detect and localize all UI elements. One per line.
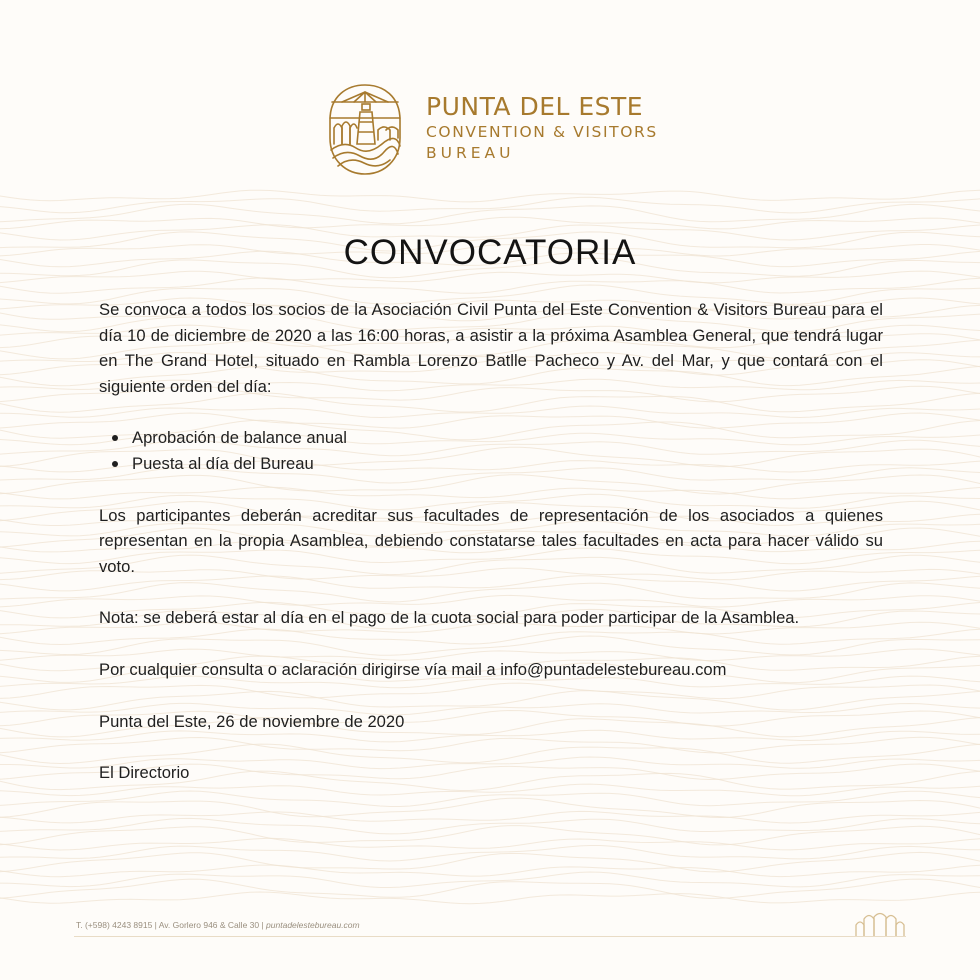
intro-paragraph: Se convoca a todos los socios de la Asociación Civil Punta del Este Convention & Visitors Bureau para el día 10 de diciembre de 2020 a las 16:00 horas, a asistir a la próxima Asamblea General, que tendrá lugar en The Grand Hotel, situado en Rambla Lorenzo Batlle Pacheco y Av. del Mar, y que contará con el siguiente orden del día: [99, 300, 883, 396]
signature: El Directorio [99, 763, 190, 783]
agenda-item-text: Aprobación de balance anual [132, 428, 347, 448]
agenda-item-text: Puesta al día del Bureau [132, 453, 314, 473]
brand-logo [320, 80, 670, 180]
agenda-list [99, 425, 883, 476]
arches-icon [853, 911, 907, 937]
footer-contact [76, 920, 360, 930]
bullet-icon [112, 435, 118, 441]
contact-paragraph: Por cualquier consulta o aclaración dirigirse vía mail a info@puntadelestebureau.com [99, 659, 727, 679]
bullet-icon [112, 461, 118, 467]
document-body [99, 297, 883, 812]
footer-divider [74, 936, 906, 937]
footer-website: puntadelestebureau.com [266, 920, 360, 930]
logo-title: PUNTA DEL ESTE [426, 92, 644, 121]
lighthouse-arches-emblem-icon [320, 80, 410, 180]
logo-bureau: BUREAU [426, 144, 515, 162]
note-paragraph: Nota: se deberá estar al día en el pago de la cuota social para poder participar de la Asamblea. [99, 608, 800, 628]
page-title: CONVOCATORIA [343, 233, 637, 273]
logo-subtitle: CONVENTION & VISITORS [426, 123, 658, 141]
footer-contact-info: T. (+598) 4243 8915 | Av. Gorlero 946 & Calle 30 | [76, 920, 267, 930]
agenda-item [99, 425, 883, 451]
logo-wordmark [426, 92, 658, 164]
participants-paragraph: Los participantes deberán acreditar sus facultades de representación de los asociados a quienes representan en la propia Asamblea, debiendo constatarse tales facultades en acta para hacer válido su voto. [99, 505, 883, 576]
agenda-item [99, 451, 883, 477]
date-line: Punta del Este, 26 de noviembre de 2020 [99, 711, 405, 731]
